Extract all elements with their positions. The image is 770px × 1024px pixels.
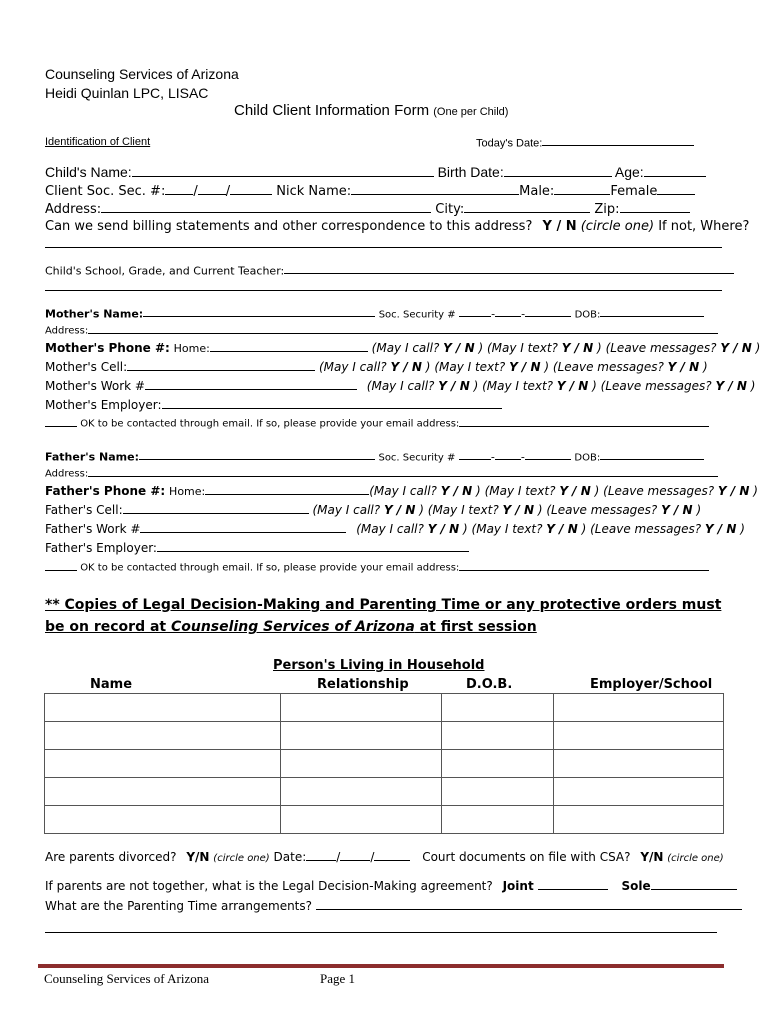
divorced-date-field-2[interactable] [340,850,370,861]
parenting-time-extra-line[interactable] [45,932,717,933]
divorced-circle-one: (circle one) [213,853,270,865]
mother-cell-row [45,360,708,374]
mother-dob-label: DOB: [574,309,601,321]
todays-date-field[interactable] [542,136,694,146]
billing-circle: (circle one) [580,219,655,234]
mother-name-row: Mother's Name: Soc. Security # - - DOB: [45,307,704,320]
mother-name-label: Mother's Name: [45,307,144,321]
mother-home-field[interactable] [210,341,368,352]
mother-cell-call-yn[interactable]: Y / N [390,360,422,375]
mother-home-may-call: (May I call? Y / N ) (May I text? Y / N ) (Leave messages? Y / N ) [371,341,761,356]
father-employer-row [45,541,469,555]
mother-email-field[interactable] [459,417,709,427]
father-work-field[interactable] [140,522,346,533]
mother-work-text-yn[interactable]: Y / N [556,379,589,394]
divorced-date-field-3[interactable] [374,850,410,861]
court-docs-yn[interactable]: Y/N [640,850,664,865]
mother-cell-text-yn[interactable]: Y / N [509,360,541,375]
school-extra-line[interactable] [45,290,722,291]
father-work-text-yn[interactable]: Y / N [546,522,578,537]
household-cell-name[interactable] [45,694,281,722]
ssn-field-3[interactable] [230,183,272,195]
mother-home-call-yn[interactable]: Y / N [443,341,475,356]
father-name-field[interactable] [139,450,375,460]
mother-employer-field[interactable] [162,398,502,409]
address-label: Address: [45,202,102,218]
birth-date-field[interactable] [504,164,612,177]
household-cell-dob[interactable] [442,806,554,834]
joint-field[interactable] [538,879,608,890]
address-field[interactable] [101,201,431,213]
mother-work-row [45,379,755,393]
mother-address-field[interactable] [88,324,718,334]
parenting-time-question: What are the Parenting Time arrangements? [45,899,313,914]
father-home-options: (May I call? Y / N ) (May I text? Y / N ) (Leave messages? Y / N ) [369,484,758,499]
mother-dob-field[interactable] [600,307,704,317]
ssn-label: Client Soc. Sec. #: [45,184,166,200]
city-label: City: [435,202,465,218]
childs-name-field[interactable] [132,164,434,177]
form-title-text: Child Client Information Form [234,102,430,119]
mother-home-msg-yn[interactable]: Y / N [720,341,752,356]
billing-question-row [45,219,749,234]
household-cell-dob[interactable] [442,750,554,778]
org-name: Counseling Services of Arizona [45,66,239,82]
divorced-yn[interactable]: Y/N [186,850,210,865]
father-home-label: Home: [169,485,206,499]
father-email-field[interactable] [459,561,709,571]
father-employer-label: Father's Employer: [45,541,157,556]
legal-notice-line2 [45,619,537,635]
household-row [45,750,724,778]
court-docs-question: Court documents on file with CSA? [422,850,631,865]
mother-cell-options: (May I call? Y / N ) (May I text? Y / N ) (Leave messages? Y / N ) [319,360,708,375]
divorced-date-label: Date: [273,850,307,865]
father-work-call-yn[interactable]: Y / N [427,522,460,537]
father-name-label: Father's Name: [45,450,139,464]
mother-work-label: Mother's Work # [45,379,145,394]
household-col-relationship: Relationship [317,677,409,692]
father-address-label: Address: [45,468,89,480]
mother-cell-field[interactable] [127,360,315,371]
divorced-date-field-1[interactable] [306,850,336,861]
father-home-field[interactable] [205,484,369,495]
father-home-text-yn[interactable]: Y / N [559,484,591,499]
childs-name-row [45,164,706,180]
father-name-row: Father's Name: Soc. Security # - - DOB: [45,450,704,463]
father-cell-call-yn[interactable]: Y / N [383,503,416,518]
father-ssn-label: Soc. Security # [378,452,456,464]
household-cell-relationship[interactable] [280,722,442,750]
mother-address-label: Address: [45,325,89,337]
school-label: Child's School, Grade, and Current Teacher: [45,264,285,278]
mother-work-options: (May I call? Y / N ) (May I text? Y / N ) (Leave messages? Y / N ) [366,379,756,394]
mother-ssn-field-3[interactable] [525,307,571,317]
female-field[interactable] [657,183,695,195]
father-home-call-yn[interactable]: Y / N [440,484,473,499]
mother-work-call-yn[interactable]: Y / N [438,379,470,394]
mother-cell-label: Mother's Cell: [45,360,128,375]
household-col-employer: Employer/School [590,677,713,692]
household-title: Person's Living in Household [273,658,485,673]
mother-home-label: Home: [173,342,210,356]
father-ssn-field-3[interactable] [525,450,571,460]
legal-notice-line1 [45,597,721,613]
mother-cell-msg-yn[interactable]: Y / N [667,360,700,375]
age-label: Age: [614,164,644,180]
father-work-msg-yn[interactable]: Y / N [704,522,737,537]
father-phone-row [45,484,758,498]
sole-field[interactable] [651,879,737,890]
mother-ssn-field-1[interactable] [459,307,491,317]
father-employer-field[interactable] [157,541,469,552]
mother-ssn-field-2[interactable] [495,307,521,317]
form-title [234,102,508,119]
mother-ssn-label: Soc. Security # [378,309,456,321]
household-row [45,694,724,722]
mother-work-msg-yn[interactable]: Y / N [715,379,747,394]
household-row [45,722,724,750]
not-together-question: If parents are not together, what is the Legal Decision-Making agreement? [45,879,493,894]
footer-page: Page 1 [320,971,356,986]
father-dob-field[interactable] [600,450,704,460]
household-row [45,806,724,834]
address-row [45,201,690,217]
city-field[interactable] [464,201,590,213]
father-home-msg-yn[interactable]: Y / N [717,484,750,499]
household-cell-relationship[interactable] [280,694,442,722]
parenting-time-row [45,899,742,913]
divorced-question: Are parents divorced? [45,850,177,865]
household-cell-employer[interactable] [554,750,724,778]
section-label-identification: Identification of Client [45,136,151,148]
nick-name-label: Nick Name: [276,184,352,200]
birth-date-label: Birth Date: [437,164,504,180]
age-field[interactable] [644,164,706,177]
footer-rule [38,964,724,968]
divorced-row: Are parents divorced? Y/N (circle one) Date: / / Court documents on file with CSA? Y/N (circle one) [45,850,724,865]
household-cell-name[interactable] [45,750,281,778]
father-work-label: Father's Work # [45,522,141,537]
father-email-ok-label: OK to be contacted through email. If so, please provide your email address: [80,562,460,574]
household-cell-relationship[interactable] [280,778,442,806]
household-cell-relationship[interactable] [280,806,442,834]
billing-yn[interactable]: Y / N [542,219,577,234]
mother-address-row [45,324,718,337]
father-email-ok-check[interactable] [45,561,77,571]
sole-label[interactable]: Sole [621,879,651,894]
household-col-dob: D.O.B. [466,677,513,692]
legal-notice-line2-org: Counseling Services of Arizona [170,619,415,635]
father-cell-label: Father's Cell: [45,503,123,518]
ssn-field-1[interactable] [165,183,193,195]
ssn-row: Client Soc. Sec. #: / / Nick Name: Male: Female [45,183,695,199]
household-col-name: Name [90,677,133,692]
mother-home-text-yn[interactable]: Y / N [561,341,594,356]
zip-field[interactable] [620,201,690,213]
father-dob-label: DOB: [574,452,601,464]
household-cell-name[interactable] [45,722,281,750]
father-address-row [45,467,718,480]
household-cell-employer[interactable] [554,722,724,750]
father-cell-options: (May I call? Y / N ) (May I text? Y / N ) (Leave messages? Y / N ) [312,503,702,518]
form-title-note: (One per Child) [433,106,509,118]
todays-date-label: Today's Date: [476,137,543,150]
father-cell-field[interactable] [123,503,309,514]
mother-employer-row [45,398,502,412]
male-label: Male: [519,184,555,200]
father-cell-text-yn[interactable]: Y / N [502,503,534,518]
legal-notice-text-1: ** Copies of Legal Decision-Making and Parenting Time or any protective orders must [45,597,722,613]
household-cell-employer[interactable] [554,694,724,722]
mother-email-row [45,417,709,430]
court-docs-circle-one: (circle one) [667,853,724,865]
father-work-row [45,522,745,536]
father-email-row [45,561,709,574]
mother-phone-label: Mother's Phone #: [45,341,170,356]
provider-name: Heidi Quinlan LPC, LISAC [45,85,209,101]
household-cell-relationship[interactable] [280,750,442,778]
school-field[interactable] [284,264,734,274]
father-cell-row [45,503,701,517]
father-ssn-field-2[interactable] [495,450,521,460]
household-row [45,778,724,806]
legal-notice-line2-post: at first session [414,619,537,635]
decision-making-row [45,879,737,893]
mother-employer-label: Mother's Employer: [45,398,162,413]
household-cell-name[interactable] [45,778,281,806]
male-field[interactable] [554,183,610,195]
father-cell-msg-yn[interactable]: Y / N [661,503,693,518]
mother-phone-row [45,341,760,355]
school-row [45,264,734,277]
parenting-time-field[interactable] [316,899,742,910]
household-table [44,693,724,834]
household-cell-name[interactable] [45,806,281,834]
zip-label: Zip: [594,202,620,218]
household-cell-dob[interactable] [442,778,554,806]
billing-alt-address-line[interactable] [45,247,722,248]
household-cell-dob[interactable] [442,694,554,722]
todays-date [476,136,694,149]
childs-name-label: Child's Name: [45,164,132,180]
household-cell-employer[interactable] [554,778,724,806]
footer-org: Counseling Services of Arizona [44,971,209,986]
nick-name-field[interactable] [351,183,519,195]
mother-name-field[interactable] [143,307,375,317]
female-label: Female [610,184,658,200]
mother-email-ok-label: OK to be contacted through email. If so, please provide your email address: [80,418,460,430]
billing-question: Can we send billing statements and other correspondence to this address? [45,219,533,234]
father-phone-label: Father's Phone #: [45,484,166,499]
joint-label[interactable]: Joint [502,879,534,894]
mother-email-ok-check[interactable] [45,417,77,427]
household-cell-employer[interactable] [554,806,724,834]
billing-if-not: If not, Where? [658,219,750,234]
ssn-field-2[interactable] [198,183,226,195]
legal-notice-line2-pre: be on record at [45,619,171,635]
mother-work-field[interactable] [145,379,357,390]
household-cell-dob[interactable] [442,722,554,750]
father-ssn-field-1[interactable] [459,450,491,460]
father-work-options: (May I call? Y / N ) (May I text? Y / N ) (Leave messages? Y / N ) [356,522,745,537]
father-address-field[interactable] [88,467,718,477]
